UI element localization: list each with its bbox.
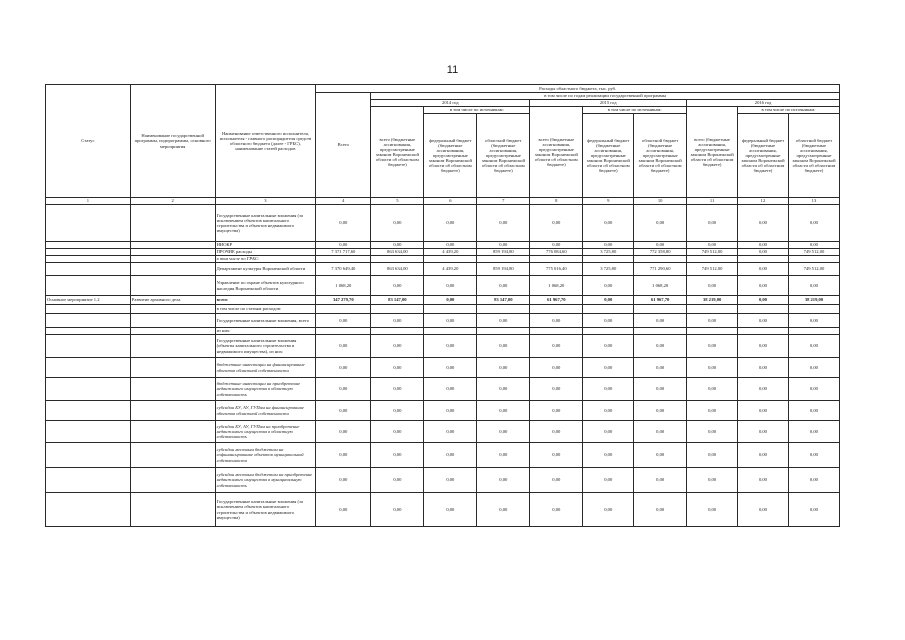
row-value: 0,00 <box>687 242 738 249</box>
row-value: 1 068,20 <box>634 276 687 296</box>
row-value <box>477 256 530 263</box>
row-value: 0,00 <box>583 421 634 443</box>
row-value: 0,00 <box>687 401 738 421</box>
row-value: 0,00 <box>530 205 583 242</box>
row-value: 0,00 <box>477 401 530 421</box>
row-program <box>130 305 215 314</box>
row-value: 0,00 <box>738 468 789 493</box>
row-value <box>634 256 687 263</box>
row-status <box>46 276 131 296</box>
header-by-years: в том числе по годам реализации государственной программы <box>371 93 840 100</box>
table-row <box>46 314 840 328</box>
row-value: 0,00 <box>788 493 839 527</box>
row-value: 0,00 <box>530 335 583 358</box>
row-value: 0,00 <box>583 276 634 296</box>
row-value <box>738 328 789 335</box>
row-program <box>130 443 215 468</box>
row-value: 0,00 <box>371 276 424 296</box>
row-label: ПРОЧИЕ расходы <box>215 249 316 256</box>
row-value <box>788 256 839 263</box>
row-value: 0,00 <box>788 358 839 378</box>
row-program <box>130 205 215 242</box>
row-value: 0,00 <box>316 205 371 242</box>
row-status <box>46 378 131 401</box>
row-value: 0,00 <box>687 314 738 328</box>
row-value: 0,00 <box>530 493 583 527</box>
row-status <box>46 443 131 468</box>
table-row <box>46 305 840 314</box>
row-label: субсидии местным бюджетам на приобретение недвижимого имущества в муниципальную собственность <box>215 468 316 493</box>
row-value <box>583 328 634 335</box>
row-value: 0,00 <box>738 249 789 256</box>
row-value: 0,00 <box>788 468 839 493</box>
row-status <box>46 263 131 276</box>
table-row <box>46 358 840 378</box>
row-value <box>738 256 789 263</box>
table-row <box>46 378 840 401</box>
row-label: НИОКР <box>215 242 316 249</box>
row-value <box>316 256 371 263</box>
row-status <box>46 305 131 314</box>
row-value: 0,00 <box>371 205 424 242</box>
row-value <box>477 328 530 335</box>
row-value: 0,00 <box>477 358 530 378</box>
header-program-name: Наименование государственной программы, подпрограммы, основного мероприятия <box>130 85 215 198</box>
row-value <box>530 305 583 314</box>
row-value: 38 219,00 <box>788 296 839 305</box>
row-value: 0,00 <box>583 378 634 401</box>
row-value <box>530 256 583 263</box>
row-value <box>634 305 687 314</box>
table-row <box>46 335 840 358</box>
row-value <box>634 328 687 335</box>
row-program <box>130 493 215 527</box>
row-label: в том числе по ГРБС: <box>215 256 316 263</box>
row-value: 0,00 <box>477 242 530 249</box>
row-status <box>46 468 131 493</box>
row-value: 0,00 <box>316 314 371 328</box>
row-status <box>46 249 131 256</box>
row-value: 0,00 <box>424 358 477 378</box>
row-value: 0,00 <box>477 468 530 493</box>
row-value: 0,00 <box>477 493 530 527</box>
row-value: 0,00 <box>738 443 789 468</box>
row-value: 0,00 <box>738 263 789 276</box>
column-number: 13 <box>788 198 839 205</box>
row-value: 0,00 <box>371 493 424 527</box>
row-label: субсидии местным бюджетам на софинансирование объектов муниципальной собственности <box>215 443 316 468</box>
row-program <box>130 358 215 378</box>
table-row <box>46 276 840 296</box>
row-value: 0,00 <box>316 443 371 468</box>
row-value: 0,00 <box>634 401 687 421</box>
row-value: 0,00 <box>316 468 371 493</box>
row-value: 0,00 <box>477 443 530 468</box>
row-label: из них: <box>215 328 316 335</box>
row-value: 0,00 <box>316 242 371 249</box>
header-year-2015: 2015 год <box>530 100 687 107</box>
row-value: 0,00 <box>316 378 371 401</box>
header-2014-sources: в том числе по источникам: <box>424 107 530 114</box>
row-value: 4 439,20 <box>424 263 477 276</box>
row-value: 0,00 <box>788 378 839 401</box>
row-value: 0,00 <box>371 242 424 249</box>
row-value: 863 634,00 <box>371 249 424 256</box>
row-value: 0,00 <box>788 205 839 242</box>
page-number: 11 <box>446 64 459 76</box>
row-value <box>583 256 634 263</box>
column-number: 2 <box>130 198 215 205</box>
row-program <box>130 401 215 421</box>
row-value: 0,00 <box>634 358 687 378</box>
table-row <box>46 443 840 468</box>
row-value: 0,00 <box>477 335 530 358</box>
row-value: 776 084,60 <box>530 249 583 256</box>
row-value: 0,00 <box>738 314 789 328</box>
row-value <box>788 328 839 335</box>
row-value <box>687 305 738 314</box>
column-number: 11 <box>687 198 738 205</box>
row-value: 61 967,70 <box>530 296 583 305</box>
row-value: 0,00 <box>530 401 583 421</box>
row-value: 749 512,00 <box>687 263 738 276</box>
row-value: 863 634,00 <box>371 263 424 276</box>
row-program <box>130 335 215 358</box>
row-label: всего <box>215 296 316 305</box>
row-status <box>46 314 131 328</box>
row-label: субсидии БУ, АУ, ГУПам на приобретение недвижимого имущества в областную собственность <box>215 421 316 443</box>
row-value: 0,00 <box>634 493 687 527</box>
row-value: 61 967,70 <box>634 296 687 305</box>
row-value: 0,00 <box>583 296 634 305</box>
row-value: 4 439,20 <box>424 249 477 256</box>
row-value: 0,00 <box>687 205 738 242</box>
row-program <box>130 314 215 328</box>
header-year-2014: 2014 год <box>371 100 530 107</box>
row-value: 0,00 <box>738 493 789 527</box>
row-value <box>424 328 477 335</box>
row-status <box>46 358 131 378</box>
row-value: 0,00 <box>583 335 634 358</box>
row-value: 0,00 <box>738 276 789 296</box>
table-row <box>46 421 840 443</box>
row-program <box>130 378 215 401</box>
row-value: 0,00 <box>316 358 371 378</box>
table-row <box>46 249 840 256</box>
column-number: 8 <box>530 198 583 205</box>
column-number: 6 <box>424 198 477 205</box>
row-value: 775 016,40 <box>530 263 583 276</box>
row-label: Государственные капитальные вложения (объекты капитального строительства и недвижимого имущества), из них: <box>215 335 316 358</box>
table-row <box>46 263 840 276</box>
row-value: 0,00 <box>738 296 789 305</box>
row-value: 0,00 <box>687 443 738 468</box>
row-value: 0,00 <box>738 358 789 378</box>
row-value: 0,00 <box>687 335 738 358</box>
row-value: 749 512,00 <box>788 249 839 256</box>
header-2014-all: всего (бюджетные ассигнования, предусмотренные законом Воронежской области об областном бюджете) <box>371 107 424 198</box>
row-value: 0,00 <box>634 314 687 328</box>
row-value: 0,00 <box>583 242 634 249</box>
row-value: 0,00 <box>583 468 634 493</box>
row-label: Государственные капитальные вложения, всего <box>215 314 316 328</box>
row-value: 0,00 <box>788 421 839 443</box>
row-program <box>130 276 215 296</box>
row-value <box>687 328 738 335</box>
column-number: 10 <box>634 198 687 205</box>
row-value: 0,00 <box>530 314 583 328</box>
row-value: 0,00 <box>530 468 583 493</box>
header-2016-all: всего (бюджетные ассигнования, предусмотренные законом Воронежской области об областном бюджете) <box>687 107 738 198</box>
row-value: 772 358,80 <box>634 249 687 256</box>
row-value: 0,00 <box>634 242 687 249</box>
row-value: 771 290,60 <box>634 263 687 276</box>
row-value: 0,00 <box>424 443 477 468</box>
row-value: 0,00 <box>477 276 530 296</box>
table-row <box>46 242 840 249</box>
table-row <box>46 401 840 421</box>
header-total: Всего <box>316 93 371 198</box>
row-value: 0,00 <box>634 335 687 358</box>
row-value <box>424 305 477 314</box>
row-label: субсидии БУ, АУ, ГУПам на финансирование объектов областной собственности <box>215 401 316 421</box>
row-value: 0,00 <box>530 242 583 249</box>
row-value: 0,00 <box>316 493 371 527</box>
row-status <box>46 493 131 527</box>
budget-table <box>45 84 840 527</box>
row-value: 0,00 <box>477 378 530 401</box>
row-label: Государственные капитальные вложения (за исключением объектов капитального строительства и объектов недвижимого имущества) <box>215 205 316 242</box>
column-number-row <box>46 198 840 205</box>
row-value: 0,00 <box>634 205 687 242</box>
table-body <box>46 205 840 527</box>
row-program <box>130 328 215 335</box>
row-value <box>371 328 424 335</box>
header-2016-regional: областной бюджет (бюджетные ассигнования, предусмотренные законом Воронежской области об областном бюджете) <box>788 114 839 198</box>
row-value: 0,00 <box>316 421 371 443</box>
row-value: 7 371 717,60 <box>316 249 371 256</box>
header-status: Статус <box>46 85 131 198</box>
header-2016-sources: в том числе по источникам: <box>738 107 840 114</box>
row-value: 0,00 <box>634 378 687 401</box>
row-value: 0,00 <box>424 421 477 443</box>
column-number: 4 <box>316 198 371 205</box>
row-label: бюджетные инвестиции на финансирование объектов областной собственности <box>215 358 316 378</box>
row-status <box>46 335 131 358</box>
header-2014-regional: областной бюджет (бюджетные ассигнования, предусмотренные законом Воронежской области об областном бюджете) <box>477 114 530 198</box>
row-value: 0,00 <box>316 401 371 421</box>
row-value: 0,00 <box>788 443 839 468</box>
row-value: 0,00 <box>371 335 424 358</box>
row-value <box>424 256 477 263</box>
header-2015-all: всего (бюджетные ассигнования, предусмотренные законом Воронежской области об областном бюджете) <box>530 107 583 198</box>
row-value: 0,00 <box>687 468 738 493</box>
row-value: 0,00 <box>583 443 634 468</box>
row-value: 0,00 <box>371 314 424 328</box>
row-status <box>46 401 131 421</box>
row-value: 0,00 <box>477 314 530 328</box>
row-program <box>130 421 215 443</box>
row-value: 0,00 <box>530 378 583 401</box>
row-value: 0,00 <box>687 358 738 378</box>
row-program <box>130 263 215 276</box>
row-status <box>46 256 131 263</box>
row-label: бюджетные инвестиции на приобретение недвижимого имущества в областную собственность <box>215 378 316 401</box>
row-status <box>46 205 131 242</box>
row-value: 0,00 <box>477 421 530 443</box>
row-value <box>530 328 583 335</box>
row-value: 0,00 <box>788 335 839 358</box>
row-value: 0,00 <box>738 401 789 421</box>
row-value: 1 068,20 <box>530 276 583 296</box>
row-value: 0,00 <box>738 335 789 358</box>
row-value: 0,00 <box>583 205 634 242</box>
table-row <box>46 256 840 263</box>
row-value: 0,00 <box>687 378 738 401</box>
header-2014-federal: федеральный бюджет (бюджетные ассигнования, предусмотренные законом Воронежской области об областном бюджете) <box>424 114 477 198</box>
row-value <box>788 305 839 314</box>
table-row <box>46 468 840 493</box>
row-value: 83 147,00 <box>477 296 530 305</box>
row-status <box>46 328 131 335</box>
row-value: 0,00 <box>530 443 583 468</box>
row-status <box>46 421 131 443</box>
row-label: в том числе по статьям расходов: <box>215 305 316 314</box>
row-value: 1 068,20 <box>316 276 371 296</box>
row-value: 7 370 649,40 <box>316 263 371 276</box>
column-number: 9 <box>583 198 634 205</box>
table-row <box>46 205 840 242</box>
row-value: 0,00 <box>583 493 634 527</box>
table-row <box>46 493 840 527</box>
row-value <box>371 256 424 263</box>
row-value: 0,00 <box>687 493 738 527</box>
row-value: 0,00 <box>788 242 839 249</box>
row-value: 0,00 <box>424 335 477 358</box>
row-value: 0,00 <box>424 296 477 305</box>
header-2015-sources: в том числе по источникам: <box>583 107 687 114</box>
header-executor: Наименование ответственного исполнителя, исполнителя - главного распорядителя средств областного бюджета (далее - ГРБС), наименование статей расходов <box>215 85 316 198</box>
header-2015-federal: федеральный бюджет (бюджетные ассигнования, предусмотренные законом Воронежской области об областном бюджете) <box>583 114 634 198</box>
row-value: 0,00 <box>371 358 424 378</box>
table-row <box>46 296 840 305</box>
row-value <box>371 305 424 314</box>
row-value: 0,00 <box>738 421 789 443</box>
row-program <box>130 256 215 263</box>
row-value: 0,00 <box>424 242 477 249</box>
row-value: 0,00 <box>687 276 738 296</box>
row-value: 0,00 <box>371 468 424 493</box>
row-label: Управление по охране объектов культурного наследия Воронежской области <box>215 276 316 296</box>
row-value: 0,00 <box>788 401 839 421</box>
row-value: 83 147,00 <box>371 296 424 305</box>
row-value: 0,00 <box>477 205 530 242</box>
column-number: 7 <box>477 198 530 205</box>
row-value: 859 194,80 <box>477 249 530 256</box>
row-value: 0,00 <box>424 378 477 401</box>
row-status <box>46 242 131 249</box>
row-value: 0,00 <box>424 493 477 527</box>
row-value: 0,00 <box>424 276 477 296</box>
row-value: 0,00 <box>424 314 477 328</box>
row-value: 0,00 <box>371 443 424 468</box>
row-value: 3 725,80 <box>583 263 634 276</box>
row-value: 749 512,00 <box>788 263 839 276</box>
row-value: 0,00 <box>530 358 583 378</box>
row-value: 0,00 <box>583 358 634 378</box>
header-year-2016: 2016 год <box>687 100 840 107</box>
row-value: 3 725,80 <box>583 249 634 256</box>
row-value <box>316 328 371 335</box>
header-2016-federal: федеральный бюджет (бюджетные ассигнования, предусмотренные законом Воронежской области об областном бюджете) <box>738 114 789 198</box>
row-value: 0,00 <box>738 378 789 401</box>
row-value: 0,00 <box>738 242 789 249</box>
header-expenses-title: Расходы областного бюджета, тыс. руб. <box>316 85 840 93</box>
row-value: 0,00 <box>634 443 687 468</box>
row-value: 0,00 <box>316 335 371 358</box>
row-value: 0,00 <box>583 401 634 421</box>
row-value: 0,00 <box>530 421 583 443</box>
row-value: 859 194,80 <box>477 263 530 276</box>
table-row <box>46 328 840 335</box>
row-value: 0,00 <box>583 314 634 328</box>
row-value: 0,00 <box>424 468 477 493</box>
row-value: 0,00 <box>738 205 789 242</box>
row-value: 0,00 <box>788 314 839 328</box>
row-value: 0,00 <box>371 421 424 443</box>
row-value <box>738 305 789 314</box>
row-value: 0,00 <box>788 276 839 296</box>
row-value: 0,00 <box>424 205 477 242</box>
column-number: 3 <box>215 198 316 205</box>
row-value: 38 219,00 <box>687 296 738 305</box>
row-value: 0,00 <box>687 421 738 443</box>
row-value: 0,00 <box>371 378 424 401</box>
column-number: 5 <box>371 198 424 205</box>
header-2015-regional: областной бюджет (бюджетные ассигнования, предусмотренные законом Воронежской области об областном бюджете) <box>634 114 687 198</box>
row-value: 749 512,00 <box>687 249 738 256</box>
column-number: 12 <box>738 198 789 205</box>
row-program: Развитие архивного дела <box>130 296 215 305</box>
row-program <box>130 242 215 249</box>
row-value <box>316 305 371 314</box>
row-value: 0,00 <box>371 401 424 421</box>
row-program <box>130 468 215 493</box>
row-value <box>583 305 634 314</box>
row-value: 0,00 <box>634 468 687 493</box>
row-label: Департамент культуры Воронежской области <box>215 263 316 276</box>
row-program <box>130 249 215 256</box>
row-value: 347 279,70 <box>316 296 371 305</box>
row-label: Государственные капитальные вложения (за исключением объектов капитального строительства и объектов недвижимого имущества) <box>215 493 316 527</box>
column-number: 1 <box>46 198 131 205</box>
row-value <box>477 305 530 314</box>
row-status: Основное мероприятие 1.2 <box>46 296 131 305</box>
row-value: 0,00 <box>424 401 477 421</box>
row-value <box>687 256 738 263</box>
row-value: 0,00 <box>634 421 687 443</box>
